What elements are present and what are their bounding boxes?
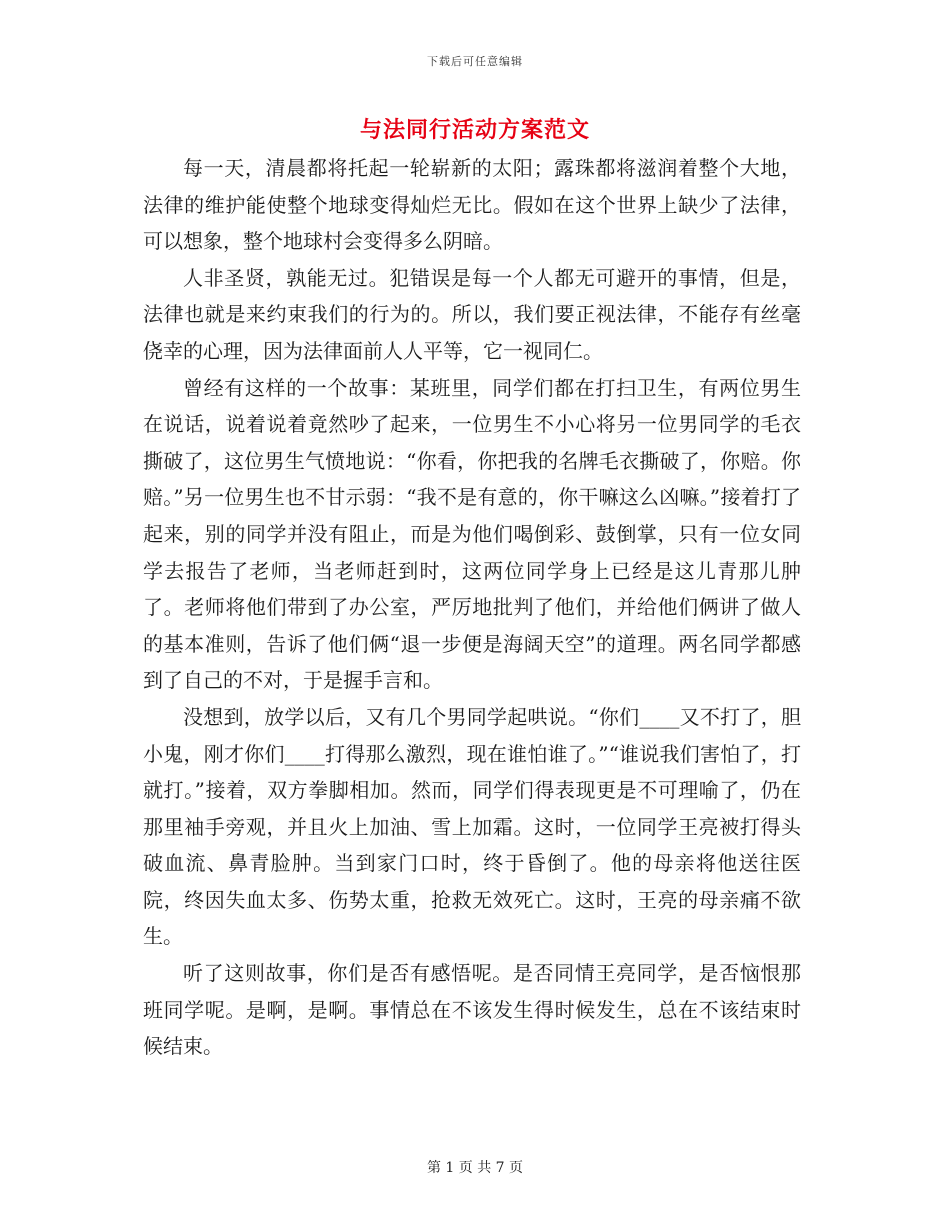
paragraph-4: 没想到，放学以后，又有几个男同学起哄说。“你们____又不打了，胆小鬼，刚才你们____打得那么激烈，现在谁怕谁了。”“谁说我们害怕了，打就打。”接着，双方拳脚相加。然而，同学们得表现更是不可理喻了，仍在那里袖手旁观，并且火上加油、雪上加霜。这时，一位同学王亮被打得头破血流、鼻青脸肿。当到家门口时，终于昏倒了。他的母亲将他送往医院，终因失血太多、伤势太重，抢救无效死亡。这时，王亮的母亲痛不欲生。 bbox=[143, 704, 801, 949]
page-header: 下载后可任意编辑 bbox=[427, 55, 523, 68]
document-title: 与法同行活动方案范文 bbox=[359, 117, 590, 143]
document-body bbox=[143, 150, 801, 1065]
page-number: 第 1 页 共 7 页 bbox=[426, 1160, 524, 1176]
paragraph-2: 人非圣贤，孰能无过。犯错误是每一个人都无可避开的事情，但是，法律也就是来约束我们的行为的。所以，我们要正视法律，不能存有丝毫侥幸的心理，因为法律面前人人平等，它一视同仁。 bbox=[143, 265, 801, 363]
paragraph-3: 曾经有这样的一个故事：某班里，同学们都在打扫卫生，有两位男生在说话，说着说着竟然吵了起来，一位男生不小心将另一位男同学的毛衣撕破了，这位男生气愤地说：“你看，你把我的名牌毛衣撕破了，你赔。你赔。”另一位男生也不甘示弱：“我不是有意的，你干嘛这么凶嘛。”接着打了起来，别的同学并没有阻止，而是为他们喝倒彩、鼓倒掌，只有一位女同学去报告了老师，当老师赶到时，这两位同学身上已经是这儿青那儿肿了。老师将他们带到了办公室，严厉地批判了他们，并给他们俩讲了做人的基本准则，告诉了他们俩“退一步便是海阔天空”的道理。两名同学都感到了自己的不对，于是握手言和。 bbox=[143, 375, 801, 693]
paragraph-1: 每一天，清晨都将托起一轮崭新的太阳；露珠都将滋润着整个大地，法律的维护能使整个地球变得灿烂无比。假如在这个世界上缺少了法律，可以想象，整个地球村会变得多么阴暗。 bbox=[143, 156, 801, 254]
paragraph-5: 听了这则故事，你们是否有感悟呢。是否同情王亮同学，是否恼恨那班同学呢。是啊，是啊。事情总在不该发生得时候发生，总在不该结束时候结束。 bbox=[143, 961, 801, 1059]
